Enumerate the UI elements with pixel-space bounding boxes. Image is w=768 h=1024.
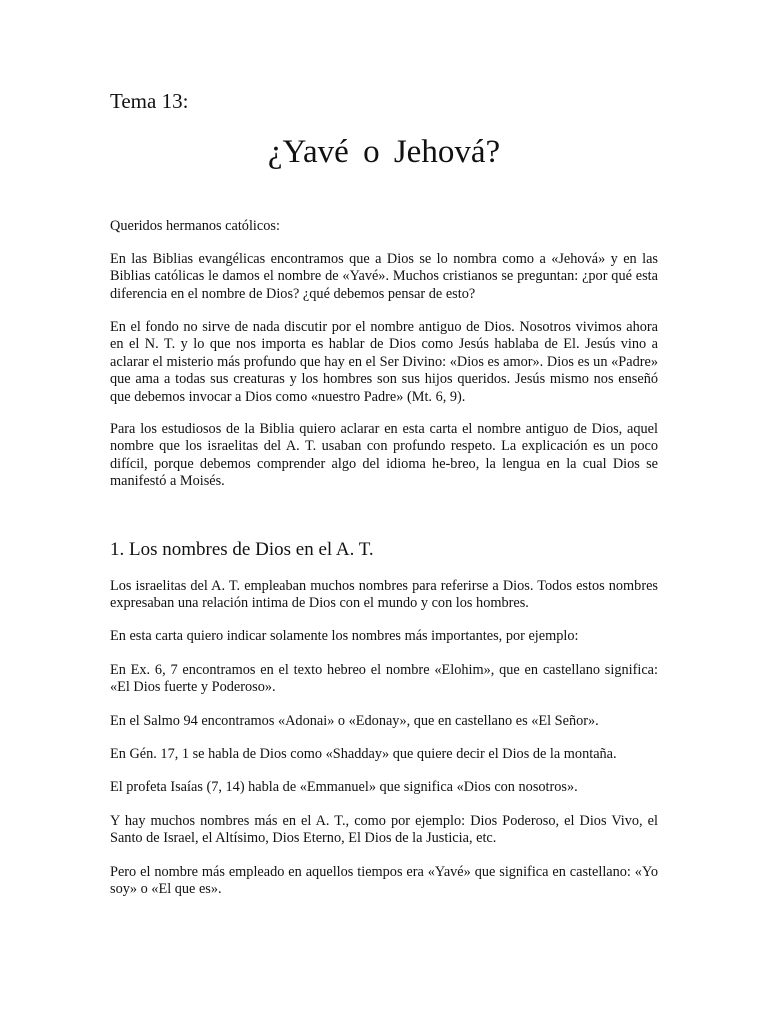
section-paragraph-3: En Ex. 6, 7 encontramos en el texto hebreo el nombre «Elohim», que en castellano significa: «El Dios fuerte y Poderoso». [110,662,658,696]
section-paragraph-1: Los israelitas del A. T. empleaban muchos nombres para referirse a Dios. Todos estos nombres expresaban una relación intima de Dios con el mundo y con los hombres. [110,578,658,612]
section-paragraph-6: El profeta Isaías (7, 14) habla de «Emmanuel» que significa «Dios con nosotros». [110,779,578,795]
intro-paragraph-3: Para los estudiosos de la Biblia quiero aclarar en esta carta el nombre antiguo de Dios, aquel nombre que los israelitas del A. T. usaban con profundo respeto. La explicación es un poco difícil, porque debemos comprender algo del idioma he-breo, la lengua en la cual Dios se manifestó a Moisés. [110,421,658,490]
section-paragraph-5: En Gén. 17, 1 se habla de Dios como «Shadday» que quiere decir el Dios de la montaña. [110,746,617,762]
section-paragraph-7: Y hay muchos nombres más en el A. T., como por ejemplo: Dios Poderoso, el Dios Vivo, el Santo de Israel, el Altísimo, Dios Eterno, El Dios de la Justicia, etc. [110,813,658,847]
page-title: ¿Yavé o Jehová? [267,134,501,170]
topic-label: Tema 13: [110,89,189,113]
section-paragraph-8: Pero el nombre más empleado en aquellos tiempos era «Yavé» que significa en castellano: «Yo soy» o «El que es». [110,864,658,898]
intro-paragraph-1: En las Biblias evangélicas encontramos que a Dios se lo nombra como a «Jehová» y en las Biblias católicas le damos el nombre de «Yavé». Muchos cristianos se preguntan: ¿por qué esta diferencia en el nombre de Dios? ¿qué debemos pensar de esto? [110,251,658,302]
section-paragraph-4: En el Salmo 94 encontramos «Adonai» o «Edonay», que en castellano es «El Señor». [110,713,599,729]
greeting: Queridos hermanos católicos: [110,218,280,234]
section-heading: 1. Los nombres de Dios en el A. T. [110,539,374,560]
section-paragraph-2: En esta carta quiero indicar solamente los nombres más importantes, por ejemplo: [110,628,579,644]
intro-paragraph-2: En el fondo no sirve de nada discutir por el nombre antiguo de Dios. Nosotros vivimos ahora en el N. T. y lo que nos importa es hablar de Dios como Jesús hablaba de El. Jesús vino a aclarar el misterio más profundo que hay en el Ser Divino: «Dios es amor». Dios es un «Padre» que ama a todas sus creaturas y los hombres son sus hijos queridos. Jesús mismo nos enseñó que debemos invocar a Dios como «nuestro Padre» (Mt. 6, 9). [110,319,658,405]
